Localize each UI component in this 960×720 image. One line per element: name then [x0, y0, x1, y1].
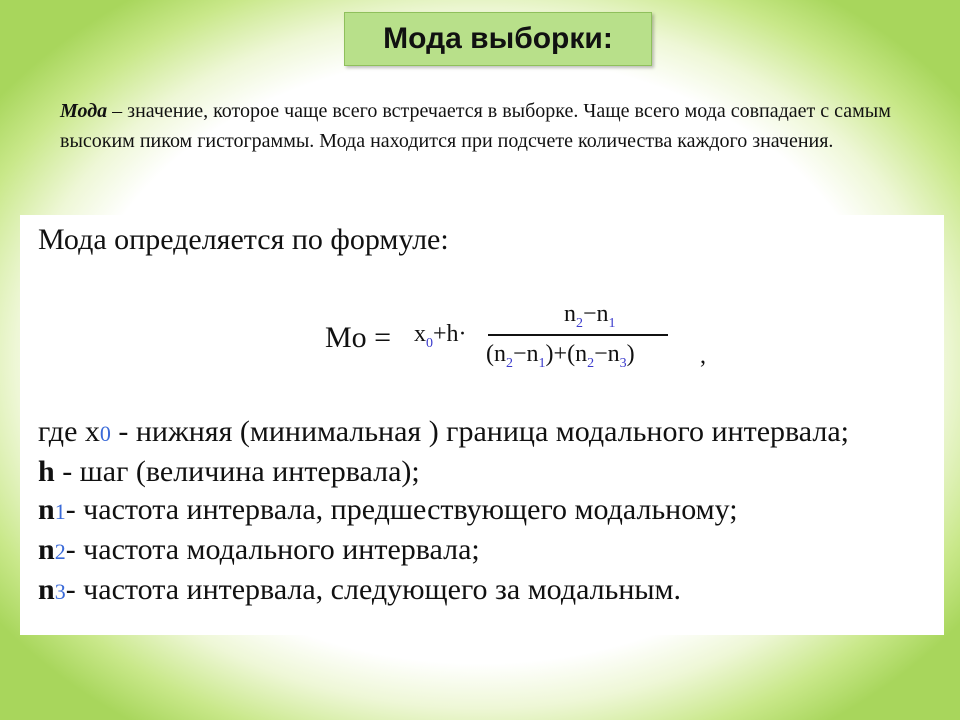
den-sub-4: 3	[619, 356, 627, 371]
definition-h	[38, 453, 938, 491]
definition-x0	[38, 413, 938, 453]
den-part-3: )+(n	[545, 341, 588, 367]
slide-title: Мода выборки:	[383, 22, 613, 55]
intro-paragraph	[60, 96, 900, 156]
def-text: - частота интервала, следующего за модальным.	[65, 573, 682, 606]
formula-x-sub: 0	[426, 336, 433, 351]
den-part-5: )	[626, 341, 635, 367]
definitions-list	[38, 413, 938, 611]
formula-comma: ,	[700, 343, 706, 369]
formula-numerator	[564, 301, 616, 331]
intro-text: – значение, которое чаще всего встречается в выборке. Чаще всего мода совпадает с самым высоким пиком гистограммы. Мода находится при подсчете количества каждого значения.	[60, 100, 891, 152]
formula-x: x	[414, 321, 426, 347]
den-sub-3: 2	[587, 356, 595, 371]
den-part-4: −n	[594, 341, 620, 367]
den-sub-2: 1	[538, 356, 546, 371]
den-part-2: −n	[513, 341, 539, 367]
definition-n2	[38, 531, 938, 571]
den-part-1: (n	[486, 341, 506, 367]
definition-n1	[38, 491, 938, 531]
def-text: - частота интервала, предшествующего модальному;	[65, 493, 738, 526]
formula-panel	[20, 215, 944, 635]
num-minus-n1: −n	[583, 301, 609, 327]
den-sub-1: 2	[506, 356, 513, 371]
def-text: - шаг (величина интервала);	[54, 455, 420, 488]
def-sub: 1	[54, 499, 66, 524]
intro-term: Мода	[60, 100, 108, 122]
formula-plus-h: +h·	[433, 321, 467, 347]
definition-n3	[38, 571, 938, 611]
def-sub: 0	[99, 421, 111, 446]
formula-lhs	[414, 321, 467, 351]
num-n1-sub: 1	[608, 316, 616, 331]
def-sub: 2	[54, 539, 66, 564]
formula-intro: Мода определяется по формуле:	[38, 223, 449, 256]
num-n2-sub: 2	[576, 316, 583, 331]
formula-denominator	[486, 341, 635, 371]
mode-formula	[412, 301, 722, 381]
mode-label: Mo =	[325, 321, 392, 354]
def-lead: где x	[38, 415, 100, 448]
def-lead: h	[38, 455, 55, 488]
num-n2: n	[564, 301, 576, 327]
def-lead: n	[38, 533, 55, 566]
def-lead: n	[38, 493, 55, 526]
def-text: - частота модального интервала;	[65, 533, 480, 566]
title-box	[344, 12, 652, 66]
fraction-bar	[488, 334, 668, 336]
def-lead: n	[38, 573, 55, 606]
def-text: - нижняя (минимальная ) граница модального интервала;	[110, 415, 850, 448]
def-sub: 3	[54, 579, 66, 604]
